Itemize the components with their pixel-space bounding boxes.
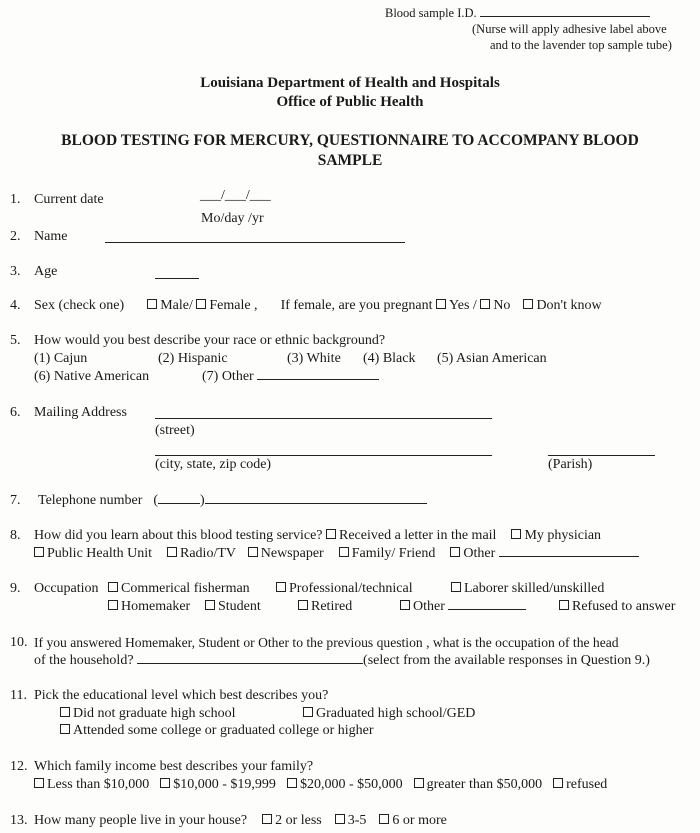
q8-letter-checkbox[interactable] bbox=[326, 529, 336, 539]
q2-number: 2. bbox=[10, 229, 21, 244]
q8-other-field[interactable] bbox=[499, 556, 639, 557]
form-title-line2: SAMPLE bbox=[317, 152, 383, 169]
q8-label: How did you learn about this blood testing service? bbox=[34, 528, 323, 543]
q4-number: 4. bbox=[10, 298, 21, 313]
q13-label: How many people live in your house? bbox=[34, 813, 248, 828]
q9-opt-student: Student bbox=[205, 599, 261, 615]
q10-line1: If you answered Homemaker, Student or Other to the previous question , what is the occupation of the head bbox=[34, 635, 619, 650]
q5-opt7: (7) Other bbox=[202, 369, 379, 385]
q9-student-checkbox[interactable] bbox=[205, 600, 215, 610]
q9-opt-other: Other bbox=[400, 599, 526, 615]
q6-street-hint: (street) bbox=[155, 423, 195, 438]
q9-refused-checkbox[interactable] bbox=[559, 600, 569, 610]
q7-number: 7. bbox=[10, 493, 21, 508]
q5-opt6[interactable]: (6) Native American bbox=[34, 369, 150, 384]
form-title-line1: BLOOD TESTING FOR MERCURY, QUESTIONNAIRE TO ACCOMPANY BLOOD bbox=[61, 132, 639, 149]
q9-number: 9. bbox=[10, 581, 21, 596]
q9-other-checkbox[interactable] bbox=[400, 600, 410, 610]
q9-retired-checkbox[interactable] bbox=[298, 600, 308, 610]
q5-opt4[interactable]: (4) Black bbox=[363, 351, 416, 366]
q10-head-occupation-field[interactable] bbox=[137, 663, 363, 664]
q8-newspaper-checkbox[interactable] bbox=[248, 547, 258, 557]
q12-label: Which family income best describes your family? bbox=[34, 759, 314, 774]
q6-city-hint: (city, state, zip code) bbox=[155, 457, 272, 472]
q8-other-checkbox[interactable] bbox=[450, 547, 460, 557]
q4-female-checkbox[interactable] bbox=[196, 299, 206, 309]
q1-label: Current date bbox=[34, 192, 104, 207]
q9-prof-checkbox[interactable] bbox=[276, 582, 286, 592]
q9-opt-prof: Professional/technical bbox=[276, 581, 413, 597]
agency-office: Office of Public Health bbox=[276, 94, 424, 110]
q4-yes-checkbox[interactable] bbox=[436, 299, 446, 309]
q12-options: Less than $10,000 $10,000 - $19,999 $20,000 - $50,000 greater than $50,000 refused bbox=[34, 777, 607, 793]
q9-fish-checkbox[interactable] bbox=[108, 582, 118, 592]
blood-sample-id-label: Blood sample I.D. bbox=[385, 6, 650, 21]
q9-other-field[interactable] bbox=[448, 609, 526, 610]
q9-opt-home: Homemaker bbox=[108, 599, 190, 615]
q11-opt-not: Did not graduate high school bbox=[60, 706, 236, 722]
q9-labor-checkbox[interactable] bbox=[451, 582, 461, 592]
q9-label: Occupation bbox=[34, 581, 99, 596]
q13-opt1-checkbox[interactable] bbox=[262, 814, 272, 824]
q11-opt-grad: Graduated high school/GED bbox=[303, 706, 475, 722]
q12-opt1-checkbox[interactable] bbox=[34, 778, 44, 788]
q13-number: 13. bbox=[10, 813, 28, 828]
q2-name-field[interactable] bbox=[105, 228, 405, 243]
q8-number: 8. bbox=[10, 528, 21, 543]
q4-no-checkbox[interactable] bbox=[480, 299, 490, 309]
q10-number: 10. bbox=[10, 635, 28, 650]
q8-phu-checkbox[interactable] bbox=[34, 547, 44, 557]
q12-opt2-checkbox[interactable] bbox=[160, 778, 170, 788]
q8-family-checkbox[interactable] bbox=[339, 547, 349, 557]
q13-opt3-checkbox[interactable] bbox=[379, 814, 389, 824]
q4-dont-know-checkbox[interactable] bbox=[523, 299, 533, 309]
q2-label: Name bbox=[34, 229, 68, 244]
q7-row: Telephone number ( ) bbox=[38, 493, 427, 509]
q8-row2: Public Health Unit Radio/TV Newspaper Family/ Friend Other bbox=[34, 546, 639, 562]
q7-label: Telephone number bbox=[38, 493, 143, 508]
q8-radio-checkbox[interactable] bbox=[167, 547, 177, 557]
q11-college-checkbox[interactable] bbox=[60, 724, 70, 734]
q4-label: Sex (check one) bbox=[34, 298, 125, 313]
q8-physician-checkbox[interactable] bbox=[511, 529, 521, 539]
q6-street-field[interactable] bbox=[155, 404, 492, 419]
q6-label: Mailing Address bbox=[34, 405, 127, 420]
q3-label: Age bbox=[34, 264, 58, 279]
q7-area-code-field[interactable] bbox=[158, 503, 200, 504]
q9-home-checkbox[interactable] bbox=[108, 600, 118, 610]
q12-opt5-checkbox[interactable] bbox=[553, 778, 563, 788]
q12-number: 12. bbox=[10, 759, 28, 774]
q11-number: 11. bbox=[10, 688, 27, 703]
q13-row: How many people live in your house? 2 or less 3-5 6 or more bbox=[34, 813, 447, 828]
q8-row1: How did you learn about this blood testing service? Received a letter in the mail My physician bbox=[34, 528, 602, 543]
q11-not-checkbox[interactable] bbox=[60, 707, 70, 717]
q5-opt5[interactable]: (5) Asian American bbox=[437, 351, 547, 366]
q12-opt4-checkbox[interactable] bbox=[414, 778, 424, 788]
q9-opt-labor: Laborer skilled/unskilled bbox=[451, 581, 604, 597]
q5-other-field[interactable] bbox=[257, 379, 379, 380]
q6-parish-hint: (Parish) bbox=[548, 457, 593, 472]
q4-pregnant-label: If female, are you pregnant bbox=[280, 298, 433, 313]
q3-age-field[interactable] bbox=[155, 264, 199, 279]
q4-row: Sex (check one) Male/ Female , If female, are you pregnant Yes / No Don't know bbox=[34, 298, 602, 313]
q6-city-field[interactable] bbox=[155, 441, 492, 456]
q5-opt1[interactable]: (1) Cajun bbox=[34, 351, 88, 366]
q6-parish-field[interactable] bbox=[548, 441, 655, 456]
q13-opt2-checkbox[interactable] bbox=[335, 814, 345, 824]
q9-opt-retired: Retired bbox=[298, 599, 352, 615]
q5-number: 5. bbox=[10, 333, 21, 348]
q5-label: How would you best describe your race or ethnic background? bbox=[34, 333, 386, 348]
q1-date-hint: Mo/day /yr bbox=[201, 211, 264, 226]
q7-phone-field[interactable] bbox=[205, 503, 427, 504]
q12-opt3-checkbox[interactable] bbox=[287, 778, 297, 788]
q5-opt2[interactable]: (2) Hispanic bbox=[158, 351, 228, 366]
q9-opt-fish: Commerical fisherman bbox=[108, 581, 250, 597]
q11-label: Pick the educational level which best describes you? bbox=[34, 688, 329, 703]
q6-number: 6. bbox=[10, 405, 21, 420]
q11-opt-college: Attended some college or graduated college or higher bbox=[60, 723, 374, 739]
blood-sample-id-field[interactable] bbox=[480, 16, 650, 17]
nurse-note-2: and to the lavender top sample tube) bbox=[490, 38, 672, 52]
q10-line2: of the household? (select from the available responses in Question 9.) bbox=[34, 653, 650, 668]
agency-name: Louisiana Department of Health and Hospitals bbox=[200, 75, 500, 91]
q1-number: 1. bbox=[10, 192, 21, 207]
q4-male-checkbox[interactable] bbox=[147, 299, 157, 309]
q1-date-field[interactable]: ___/___/___ bbox=[200, 188, 271, 203]
q9-opt-refused: Refused to answer bbox=[559, 599, 675, 615]
q5-opt3[interactable]: (3) White bbox=[287, 351, 341, 366]
q11-grad-checkbox[interactable] bbox=[303, 707, 313, 717]
nurse-note-1: (Nurse will apply adhesive label above bbox=[472, 22, 667, 36]
q3-number: 3. bbox=[10, 264, 21, 279]
